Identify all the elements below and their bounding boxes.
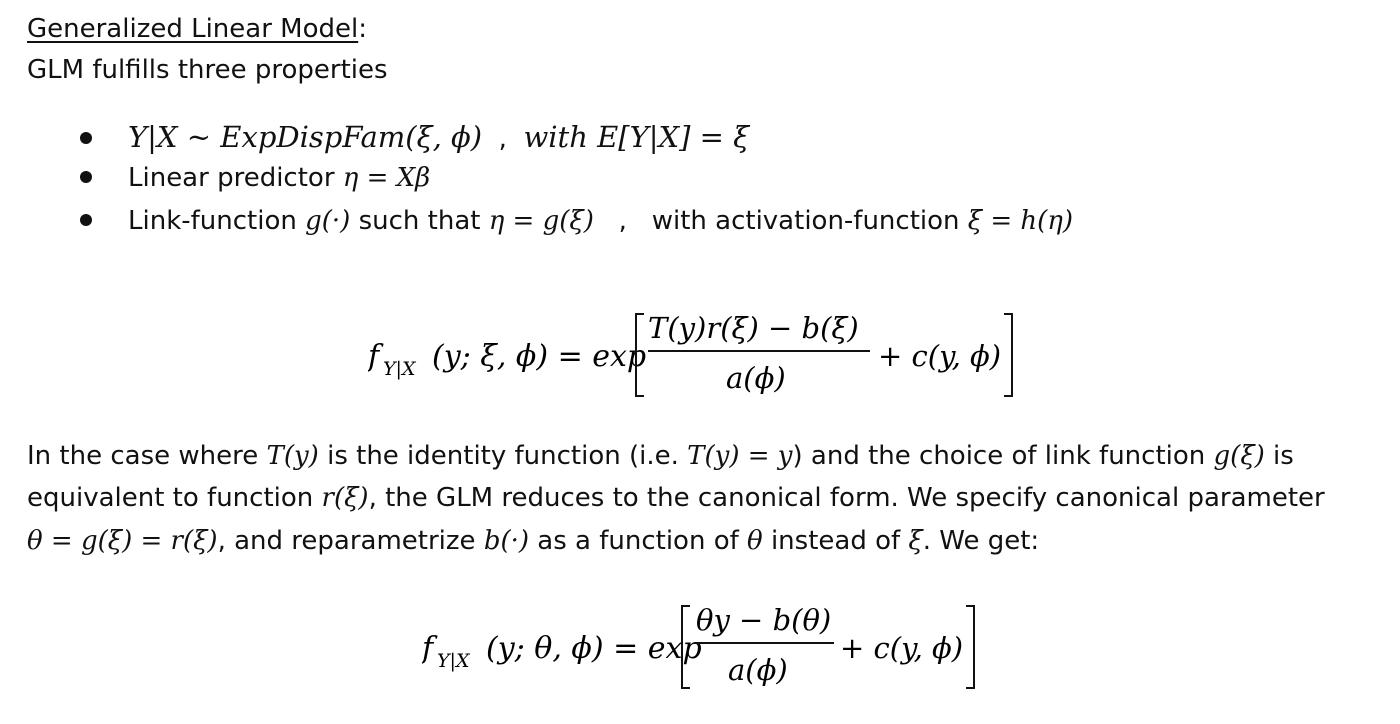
bullet-text: Linear predictor <box>128 163 343 193</box>
para-text: ) and the choice of link function <box>792 441 1214 471</box>
para-text: is <box>1264 441 1294 471</box>
bullet-text: such that <box>350 206 489 236</box>
bullet-text: Link-function <box>128 206 306 236</box>
eq2-denominator: a(ϕ) <box>728 653 788 687</box>
heading <box>27 14 367 44</box>
subtitle: GLM fulfills three properties <box>27 55 388 85</box>
para-text: , the GLM reduces to the canonical form. We specify canonical parameter <box>368 483 1325 513</box>
paragraph-line-3 <box>27 526 1039 556</box>
para-text: equivalent to function <box>27 483 322 513</box>
eq2-tail: + c(y, ϕ) <box>840 631 964 665</box>
para-text: , and reparametrize <box>217 526 484 556</box>
bullet-dot-icon <box>80 132 92 144</box>
eta-math: η = g(ξ) <box>488 206 594 236</box>
eq2-lhs: f <box>422 631 434 666</box>
bullet-text: , with activation-function <box>593 206 968 236</box>
para-math: θ = g(ξ) = r(ξ) <box>27 526 218 556</box>
expectation-math: with E[Y|X] = ξ <box>523 120 750 154</box>
eq2-numerator: θy − b(θ) <box>696 603 832 637</box>
eq1-denominator: a(ϕ) <box>726 361 786 395</box>
para-text: In the case where <box>27 441 267 471</box>
para-math: T(y) <box>266 441 319 471</box>
separator: , <box>482 124 524 154</box>
para-math: T(y) = y <box>687 441 793 471</box>
eq2-right-bracket <box>966 606 974 688</box>
bullet-dot-icon <box>80 214 92 226</box>
distribution-math: Y|X ~ ExpDispFam(ξ, ϕ) <box>128 120 483 154</box>
bullet-item-2 <box>80 163 430 193</box>
eq1-lhs: f <box>368 339 380 374</box>
paragraph-line-2 <box>27 483 1325 513</box>
activation-math: ξ = h(η) <box>967 206 1074 236</box>
equation-density-canonical <box>422 600 992 696</box>
eq1-lhs-args: (y; ξ, ϕ) = exp <box>432 339 647 374</box>
paragraph-line-1 <box>27 441 1294 471</box>
bullet-dot-icon <box>80 171 92 183</box>
link-function-math: g(·) <box>305 206 351 236</box>
para-text: is the identity function (i.e. <box>318 441 688 471</box>
bullet-item-3 <box>80 206 1073 236</box>
linear-predictor-math: η = Xβ <box>342 163 431 193</box>
para-math: ξ <box>908 526 923 556</box>
eq1-numerator: T(y)r(ξ) − b(ξ) <box>648 311 859 345</box>
heading-title: Generalized Linear Model <box>27 14 359 44</box>
eq1-tail: + c(y, ϕ) <box>878 339 1002 373</box>
para-math: b(·) <box>483 526 530 556</box>
eq1-right-bracket <box>1004 314 1012 396</box>
eq2-lhs-args: (y; θ, ϕ) = exp <box>486 631 702 666</box>
heading-colon: : <box>358 14 367 44</box>
eq2-lhs-subscript: Y|X <box>437 650 470 672</box>
equation-density-general <box>368 308 1028 404</box>
para-math: r(ξ) <box>321 483 369 513</box>
bullet-item-1 <box>80 120 749 154</box>
eq1-lhs-subscript: Y|X <box>383 358 416 380</box>
para-text: . We get: <box>922 526 1040 556</box>
para-text: as a function of <box>529 526 748 556</box>
para-math: θ <box>747 526 763 556</box>
para-text: instead of <box>762 526 909 556</box>
para-math: g(ξ) <box>1213 441 1265 471</box>
